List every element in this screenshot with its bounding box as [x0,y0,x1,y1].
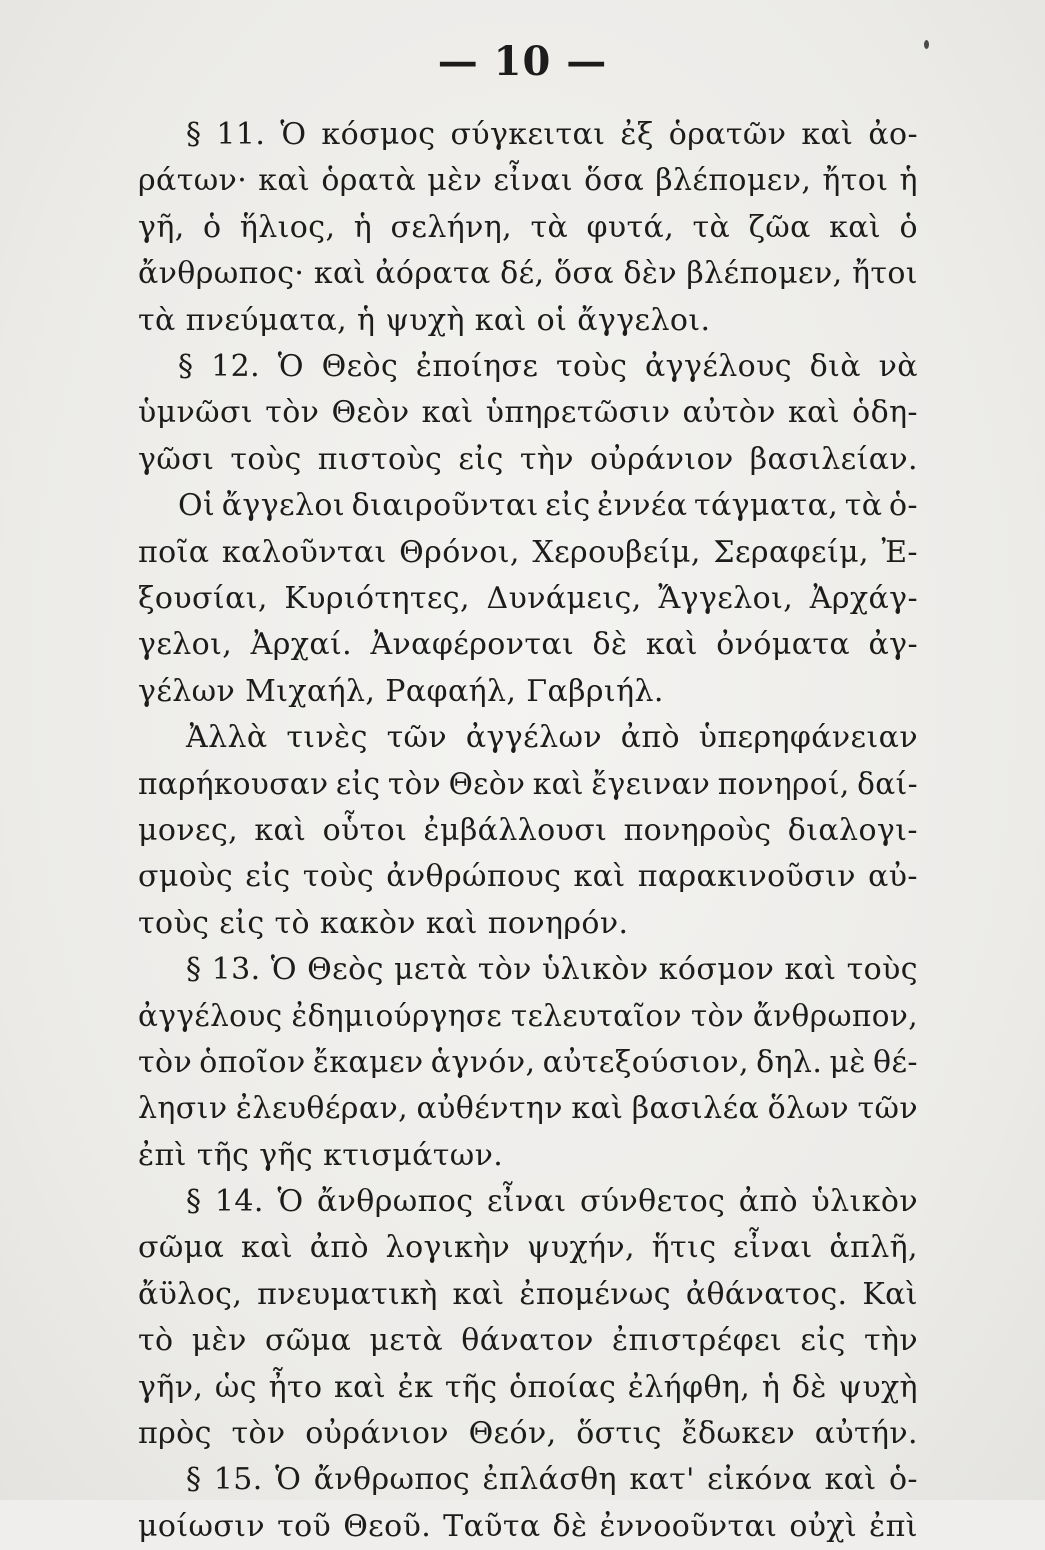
text-line: ἀγγέλους ἐδημιούργησε τελευταῖον τὸν ἄνθρωπον, [138,999,918,1034]
text-line: μοίωσιν τοῦ Θεοῦ. Ταῦτα δὲ ἐννοοῦνται οὐχὶ ἐπὶ [138,1508,918,1544]
text-line: γῶσι τοὺς πιστοὺς εἰς τὴν οὐράνιον βασιλείαν. [138,441,918,477]
text-line: γέλων Μιχαήλ, Ραφαήλ, Γαβριήλ. [138,673,664,709]
text-line: σμοὺς εἰς τοὺς ἀνθρώπους καὶ παρακινοῦσιν αὐ- [138,859,918,895]
text-line: ὑμνῶσι τὸν Θεὸν καὶ ὑπηρετῶσιν αὐτὸν καὶ ὁδη- [138,395,918,431]
text-line: § 15. Ὁ ἄνθρωπος ἐπλάσθη κατ' εἰκόνα καὶ ὁ- [186,1462,918,1498]
text-line: σῶμα καὶ ἀπὸ λογικὴν ψυχήν, ἥτις εἶναι ἁπλῆ, [138,1230,918,1266]
text-line: ἄϋλος, πνευματικὴ καὶ ἐπομένως ἀθάνατος. Καὶ [138,1276,918,1312]
text-line: μονες, καὶ οὗτοι ἐμβάλλουσι πονηροὺς διαλογι- [138,812,918,848]
text-line: λησιν ἐλευθέραν, αὐθέντην καὶ βασιλέα ὅλων τῶν [138,1091,918,1127]
text-line: Οἱ ἄγγελοι διαιροῦνται εἰς ἐννέα τάγματα, τὰ ὁ- [178,488,918,524]
text-line: Ἀλλὰ τινὲς τῶν ἀγγέλων ἀπὸ ὑπερηφάνειαν [186,720,918,756]
text-line: § 14. Ὁ ἄνθρωπος εἶναι σύνθετος ἀπὸ ὑλικὸν [186,1183,918,1219]
text-line: πρὸς τὸν οὐράνιον Θεόν, ὅστις ἔδωκεν αὐτήν. [138,1415,918,1451]
text-line: ράτων· καὶ ὁρατὰ μὲν εἶναι ὅσα βλέπομεν, ἤτοι ἡ [138,163,918,199]
page-number: — 10 — [437,38,608,85]
text-line: ἄνθρωπος· καὶ ἀόρατα δέ, ὅσα δὲν βλέπομεν, ἤτοι [138,256,918,292]
ink-speck [924,40,929,49]
body-text [138,112,918,1550]
text-line: ξουσίαι, Κυριότητες, Δυνάμεις, Ἄγγελοι, Ἀρχάγ- [138,580,918,616]
text-line: § 12. Ὁ Θεὸς ἐποίησε τοὺς ἀγγέλους διὰ νὰ [178,348,918,384]
text-line: ἐπὶ τῆς γῆς κτισμάτων. [138,1137,504,1173]
text-line: τὸν ὁποῖον ἔκαμεν ἁγνόν, αὐτεξούσιον, δηλ. μὲ θέ- [138,1044,918,1080]
text-line: παρήκουσαν εἰς τὸν Θεὸν καὶ ἔγειναν πονηροί, δαί- [138,767,918,802]
text-line: § 11. Ὁ κόσμος σύγκειται ἐξ ὁρατῶν καὶ ἀο- [186,117,918,152]
text-line: τὰ πνεύματα, ἡ ψυχὴ καὶ οἱ ἄγγελοι. [138,302,711,338]
text-line: τὸ μὲν σῶμα μετὰ θάνατον ἐπιστρέφει εἰς τὴν [138,1323,918,1359]
text-line: γῆ, ὁ ἥλιος, ἡ σελήνη, τὰ φυτά, τὰ ζῶα καὶ ὁ [138,209,918,245]
text-line: τοὺς εἰς τὸ κακὸν καὶ πονηρόν. [138,905,629,941]
text-line: γῆν, ὡς ἦτο καὶ ἐκ τῆς ὁποίας ἐλήφθη, ἡ δὲ ψυχὴ [138,1369,918,1405]
text-line: γελοι, Ἀρχαί. Ἀναφέρονται δὲ καὶ ὀνόματα ἀγ- [138,627,918,663]
text-line: ποῖα καλοῦνται Θρόνοι, Χερουβείμ, Σεραφείμ, Ἐ- [138,534,918,570]
text-line: § 13. Ὁ Θεὸς μετὰ τὸν ὑλικὸν κόσμον καὶ τοὺς [186,952,918,988]
